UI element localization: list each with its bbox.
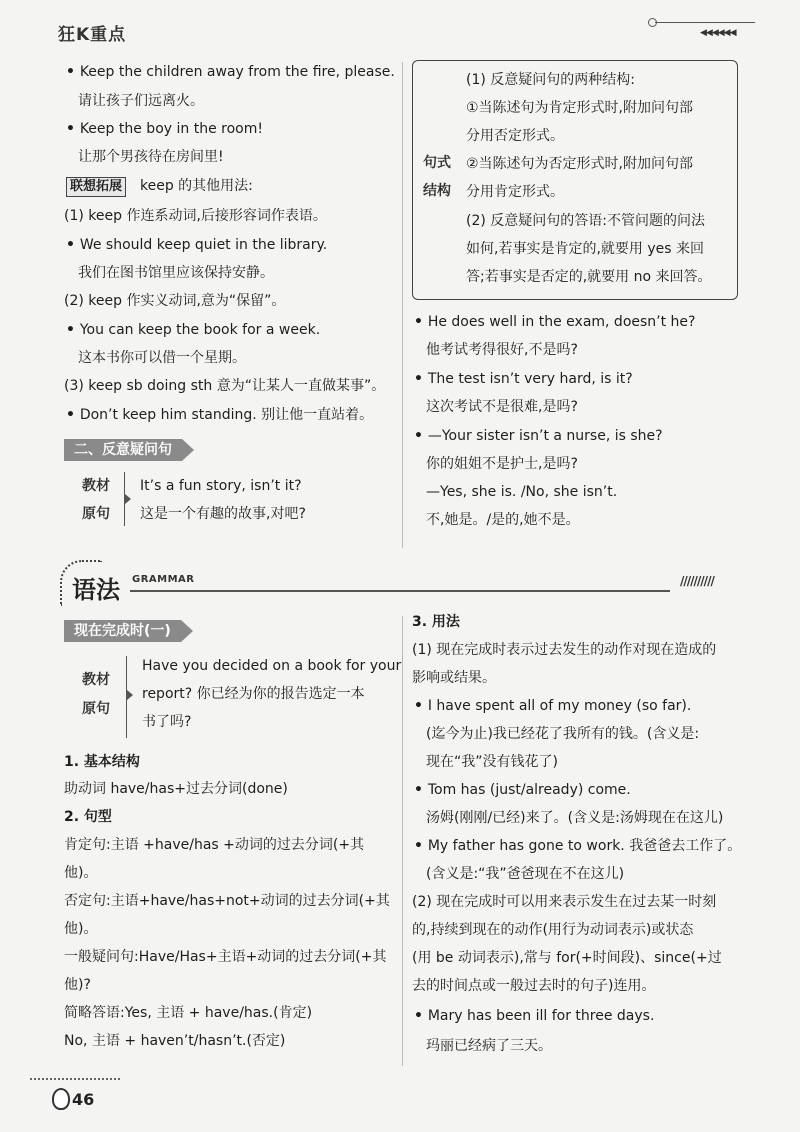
- list-item: 你的姐姐不是护士,是吗?: [426, 456, 578, 472]
- list-item: 这本书你可以借一个星期。: [78, 350, 246, 366]
- box-line: 如何,若事实是肯定的,就要用 yes 来回: [466, 241, 704, 257]
- list-item: • Keep the boy in the room!: [66, 119, 263, 139]
- example-label: 教材: [82, 672, 110, 688]
- logo: [58, 20, 126, 45]
- box-line: 分用肯定形式。: [466, 184, 564, 200]
- list-item: • Keep the children away from the fire, please.: [66, 62, 395, 82]
- text-line: 去的时间点或一般过去时的句子)连用。: [412, 978, 656, 994]
- bottom-column-divider: [402, 616, 403, 1066]
- association-tag: 联想拓展: [66, 177, 126, 197]
- example-en: It’s a fun story, isn’t it?: [140, 478, 302, 494]
- list-item: —Yes, she is. /No, she isn’t.: [426, 484, 618, 500]
- list-item: • Tom has (just/already) come.: [414, 780, 631, 800]
- box-line: 答;若事实是否定的,就要用 no 来回答。: [466, 269, 712, 285]
- example-label: 原句: [82, 701, 110, 717]
- text-line: 他)。: [64, 865, 98, 881]
- list-item: (1) keep 作连系动词,后接形容词作表语。: [64, 208, 327, 224]
- text-line: (含义是:“我”爸爸现在不在这儿): [426, 866, 625, 882]
- balloon-icon: [52, 1088, 70, 1110]
- example-cn: 这是一个有趣的故事,对吧?: [140, 506, 306, 522]
- text-line: (2) 现在完成时可以用来表示发生在过去某一时刻: [412, 894, 717, 910]
- list-item: • The test isn’t very hard, is it?: [414, 369, 633, 389]
- text-line: 玛丽已经病了三天。: [426, 1038, 552, 1054]
- example-line: 书了吗?: [142, 714, 192, 730]
- box-line: (1) 反意疑问句的两种结构:: [466, 72, 635, 88]
- header-circle-icon: [648, 18, 657, 27]
- list-item: 让那个男孩待在房间里!: [78, 149, 224, 165]
- example-line: report? 你已经为你的报告选定一本: [142, 686, 365, 702]
- grammar-banner: [60, 560, 740, 606]
- list-item: • We should keep quiet in the library.: [66, 235, 327, 255]
- example-arrow-icon: [127, 690, 133, 700]
- association-text: keep 的其他用法:: [140, 178, 253, 194]
- list-item: • Don’t keep him standing. 别让他一直站着。: [66, 405, 373, 425]
- box-line: ②当陈述句为否定形式时,附加问句部: [466, 156, 694, 172]
- list-item: • I have spent all of my money (so far).: [414, 696, 691, 716]
- text-line: 否定句:主语+have/has+not+动词的过去分词(+其: [64, 893, 390, 909]
- structure-formula: 助动词 have/has+过去分词(done): [64, 781, 288, 797]
- text-line: 的,持续到现在的动作(用行为动词表示)或状态: [412, 922, 694, 938]
- text-line: No, 主语 + haven’t/hasn’t.(否定): [64, 1033, 286, 1049]
- text-line: 他)。: [64, 921, 98, 937]
- grammar-title-cn: 语法: [72, 576, 120, 604]
- box-line: ①当陈述句为肯定形式时,附加问句部: [466, 100, 694, 116]
- list-item: 这次考试不是很难,是吗?: [426, 399, 578, 415]
- text-line: 肯定句:主语 +have/has +动词的过去分词(+其: [64, 837, 365, 853]
- header-arrows-icon: ◀◀◀◀◀◀: [700, 28, 736, 38]
- box-line: 分用否定形式。: [466, 128, 564, 144]
- list-item: • —Your sister isn’t a nurse, is she?: [414, 426, 663, 446]
- page-number: 46: [72, 1090, 95, 1109]
- example-label: 原句: [82, 506, 110, 522]
- text-line: (用 be 动词表示),常与 for(+时间段)、since(+过: [412, 950, 722, 966]
- top-column-divider: [402, 62, 403, 548]
- list-item: • You can keep the book for a week.: [66, 320, 320, 340]
- heading-basic-structure: 1. 基本结构: [64, 754, 140, 770]
- section-title-tag-question: 二、反意疑问句: [64, 439, 182, 461]
- text-line: 简略答语:Yes, 主语 + have/has.(肯定): [64, 1005, 313, 1021]
- text-line: (1) 现在完成时表示过去发生的动作对现在造成的: [412, 642, 717, 658]
- box-label: 句式: [423, 155, 451, 171]
- text-line: 他)?: [64, 977, 91, 993]
- list-item: 不,她是。/是的,她不是。: [426, 512, 580, 528]
- list-item: 我们在图书馆里应该保持安静。: [78, 265, 274, 281]
- text-line: 现在“我”没有钱花了): [426, 754, 558, 770]
- section-title-tag-perfect: 现在完成时(一): [64, 620, 181, 642]
- example-arrow-icon: [125, 494, 131, 504]
- text-line: (迄今为止)我已经花了我所有的钱。(含义是:: [426, 726, 700, 742]
- banner-rule: [130, 590, 670, 592]
- footer-dots: [30, 1078, 120, 1080]
- box-label: 结构: [423, 183, 451, 199]
- list-item: • He does well in the exam, doesn’t he?: [414, 312, 695, 332]
- list-item: (2) keep 作实义动词,意为“保留”。: [64, 293, 286, 309]
- page-header: [0, 0, 800, 50]
- list-item: • Mary has been ill for three days.: [414, 1006, 654, 1026]
- list-item: 他考试考得很好,不是吗?: [426, 342, 578, 358]
- logo-text: 狂K重点: [58, 25, 127, 45]
- list-item: • My father has gone to work. 我爸爸去工作了。: [414, 836, 741, 856]
- heading-usage: 3. 用法: [412, 614, 460, 630]
- text-line: 影响或结果。: [412, 670, 496, 686]
- example-line: Have you decided on a book for your: [142, 658, 402, 674]
- page-footer: [30, 1076, 130, 1116]
- banner-slashes: //////////: [680, 574, 714, 588]
- example-label: 教材: [82, 478, 110, 494]
- heading-sentence-types: 2. 句型: [64, 809, 112, 825]
- text-line: 汤姆(刚刚/已经)来了。(含义是:汤姆现在在这儿): [426, 810, 724, 826]
- box-line: (2) 反意疑问句的答语:不管问题的问法: [466, 213, 705, 229]
- text-line: 一般疑问句:Have/Has+主语+动词的过去分词(+其: [64, 949, 387, 965]
- grammar-title-en: GRAMMAR: [132, 574, 195, 585]
- list-item: (3) keep sb doing sth 意为“让某人一直做某事”。: [64, 378, 386, 394]
- structure-box: [412, 60, 738, 300]
- header-rule: [655, 22, 755, 23]
- list-item: 请让孩子们远离火。: [78, 93, 204, 109]
